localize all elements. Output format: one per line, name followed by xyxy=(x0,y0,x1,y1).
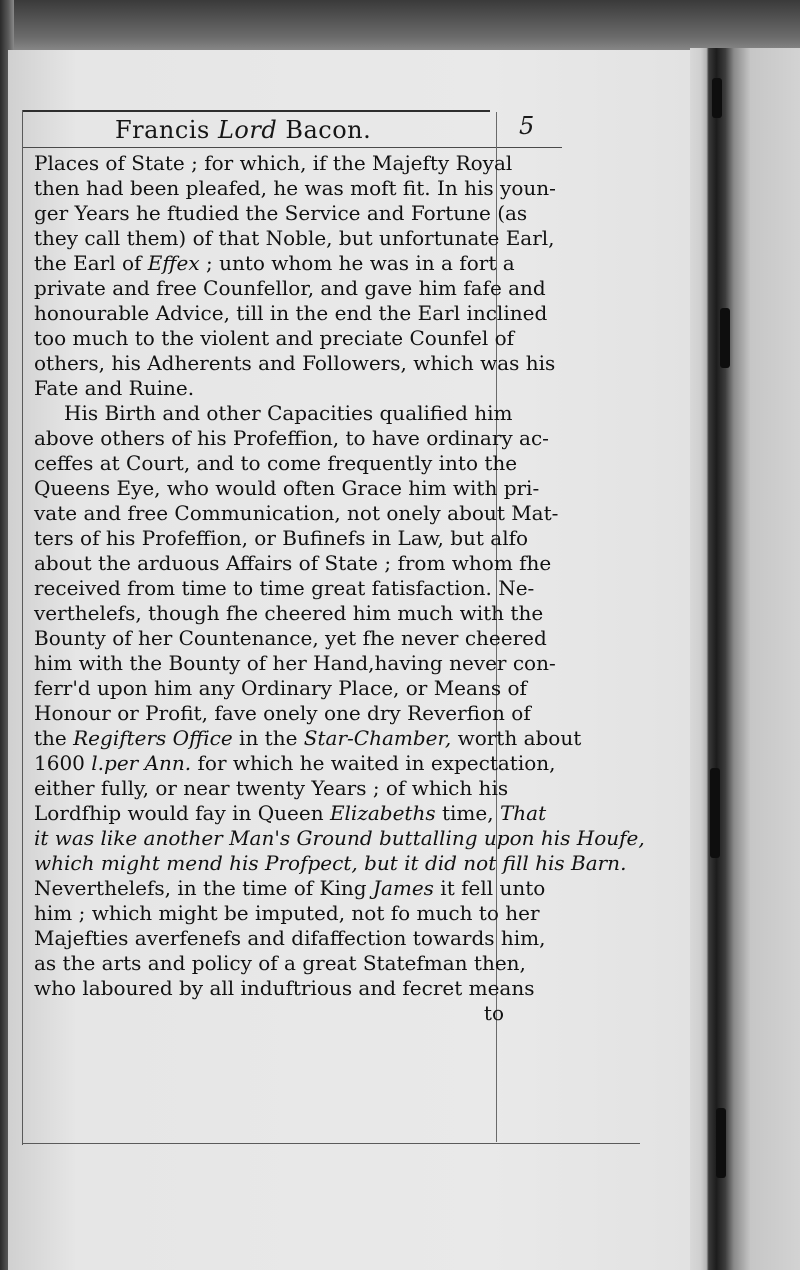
text-line xyxy=(34,176,556,201)
text-line xyxy=(34,601,544,626)
text-run: vate and free Communication, not onely about Mat- xyxy=(34,501,559,525)
italic-run: That xyxy=(499,801,547,825)
text-run: Queens Eye, who would often Grace him with pri- xyxy=(34,476,540,500)
text-line xyxy=(34,226,555,251)
text-run: others, his Adherents and Followers, which was his xyxy=(34,351,556,375)
text-line xyxy=(34,626,547,651)
text-run: it fell unto xyxy=(433,876,546,900)
spine-wear-mark xyxy=(710,768,720,858)
spine-wear-mark xyxy=(712,78,722,118)
frame-rule-left xyxy=(22,110,23,1145)
text-line xyxy=(34,501,559,526)
text-run: then had been pleafed, he was moft fit. In his youn- xyxy=(34,176,556,200)
text-line xyxy=(34,851,627,876)
text-line xyxy=(34,276,546,301)
spine-wear-mark xyxy=(716,1108,726,1178)
text-run: for which he waited in expectation, xyxy=(191,751,556,775)
text-line xyxy=(34,876,546,901)
text-line xyxy=(34,976,535,1001)
text-line xyxy=(34,376,504,401)
text-line xyxy=(34,651,556,676)
scanner-shadow-top xyxy=(0,0,800,52)
italic-run: James xyxy=(372,876,434,900)
text-line xyxy=(34,751,556,776)
catchword: to xyxy=(483,1001,504,1025)
frame-rule-header xyxy=(22,147,562,148)
italic-run: Star-Chamber, xyxy=(303,726,452,750)
text-line xyxy=(34,401,513,426)
text-run: ger Years he ftudied the Service and Fortune (as xyxy=(34,201,528,225)
text-line xyxy=(34,301,548,326)
text-run: Bounty of her Countenance, yet fhe never cheered xyxy=(34,626,547,650)
text-run: him with the Bounty of her Hand,having never con- xyxy=(34,651,556,675)
text-run: Fate and Ruine. xyxy=(34,376,195,400)
text-line xyxy=(34,251,515,276)
text-line xyxy=(34,801,547,826)
text-run: Majefties averfenefs and difaffection towards him, xyxy=(34,926,546,950)
text-run: honourable Advice, till in the end the Earl inclined xyxy=(34,301,548,325)
text-run: worth about xyxy=(451,726,582,750)
text-line xyxy=(34,451,518,476)
text-line xyxy=(34,726,582,751)
text-line xyxy=(34,576,535,601)
text-run: ters of his Profeffion, or Bufinefs in Law, but alfo xyxy=(34,526,529,550)
frame-rule-bottom xyxy=(22,1143,640,1144)
page-number: 5 xyxy=(519,112,535,140)
text-line xyxy=(34,826,645,851)
text-line xyxy=(34,476,540,501)
running-head-post: Bacon. xyxy=(277,116,372,144)
text-run: time, xyxy=(435,801,500,825)
text-line xyxy=(34,776,509,801)
italic-run: Effex xyxy=(147,251,200,275)
text-line xyxy=(34,426,549,451)
text-run: received from time to time great fatisfaction. Ne- xyxy=(34,576,535,600)
italic-run: Regifters Office xyxy=(73,726,233,750)
running-head xyxy=(115,116,371,144)
text-line xyxy=(34,951,526,976)
text-run: the Earl of xyxy=(34,251,148,275)
text-run: ferr'd upon him any Ordinary Place, or Means of xyxy=(34,676,527,700)
text-line xyxy=(34,926,546,951)
text-run: above others of his Profeffion, to have ordinary ac- xyxy=(34,426,549,450)
text-run: the xyxy=(34,726,74,750)
italic-run: it was like another Man's Ground buttalling upon his Houfe, xyxy=(34,826,645,850)
text-run: private and free Counfellor, and gave him fafe and xyxy=(34,276,546,300)
italic-run: Elizabeths xyxy=(329,801,436,825)
book-spine xyxy=(690,48,800,1270)
text-line xyxy=(34,326,515,351)
text-run: they call them) of that Noble, but unfortunate Earl, xyxy=(34,226,555,250)
text-run: ; unto whom he was in a fort a xyxy=(199,251,515,275)
text-line xyxy=(34,901,540,926)
text-run: too much to the violent and preciate Counfel of xyxy=(34,326,515,350)
text-line xyxy=(34,676,527,701)
text-run: Lordfhip would fay in Queen xyxy=(34,801,330,825)
text-run: him ; which might be imputed, not fo much to her xyxy=(34,901,540,925)
text-line xyxy=(34,526,529,551)
text-line xyxy=(34,551,552,576)
body-text xyxy=(34,151,645,1025)
text-run: in the xyxy=(232,726,304,750)
text-line xyxy=(34,151,513,176)
running-head-italic: Lord xyxy=(217,116,278,144)
text-run: as the arts and policy of a great Statefman then, xyxy=(34,951,526,975)
text-line xyxy=(34,351,556,376)
text-run: Neverthelefs, in the time of King xyxy=(34,876,373,900)
text-run: 1600 xyxy=(34,751,92,775)
text-run: Places of State ; for which, if the Majefty Royal xyxy=(34,151,513,175)
italic-run: which might mend his Profpect, but it did not fill his Barn. xyxy=(34,851,627,875)
spine-wear-mark xyxy=(720,308,730,368)
text-run: Honour or Profit, fave onely one dry Reverfion of xyxy=(34,701,531,725)
text-run: about the arduous Affairs of State ; from whom fhe xyxy=(34,551,552,575)
running-head-pre: Francis xyxy=(115,116,218,144)
text-run: verthelefs, though fhe cheered him much with the xyxy=(34,601,544,625)
text-run: either fully, or near twenty Years ; of which his xyxy=(34,776,509,800)
text-line xyxy=(34,701,531,726)
frame-rule-top xyxy=(22,110,490,112)
text-run: His Birth and other Capacities qualified him xyxy=(64,401,513,425)
text-line xyxy=(34,201,528,226)
text-run: who laboured by all induftrious and fecret means xyxy=(34,976,535,1000)
text-run: ceffes at Court, and to come frequently into the xyxy=(34,451,518,475)
italic-run: l.per Ann. xyxy=(91,751,192,775)
